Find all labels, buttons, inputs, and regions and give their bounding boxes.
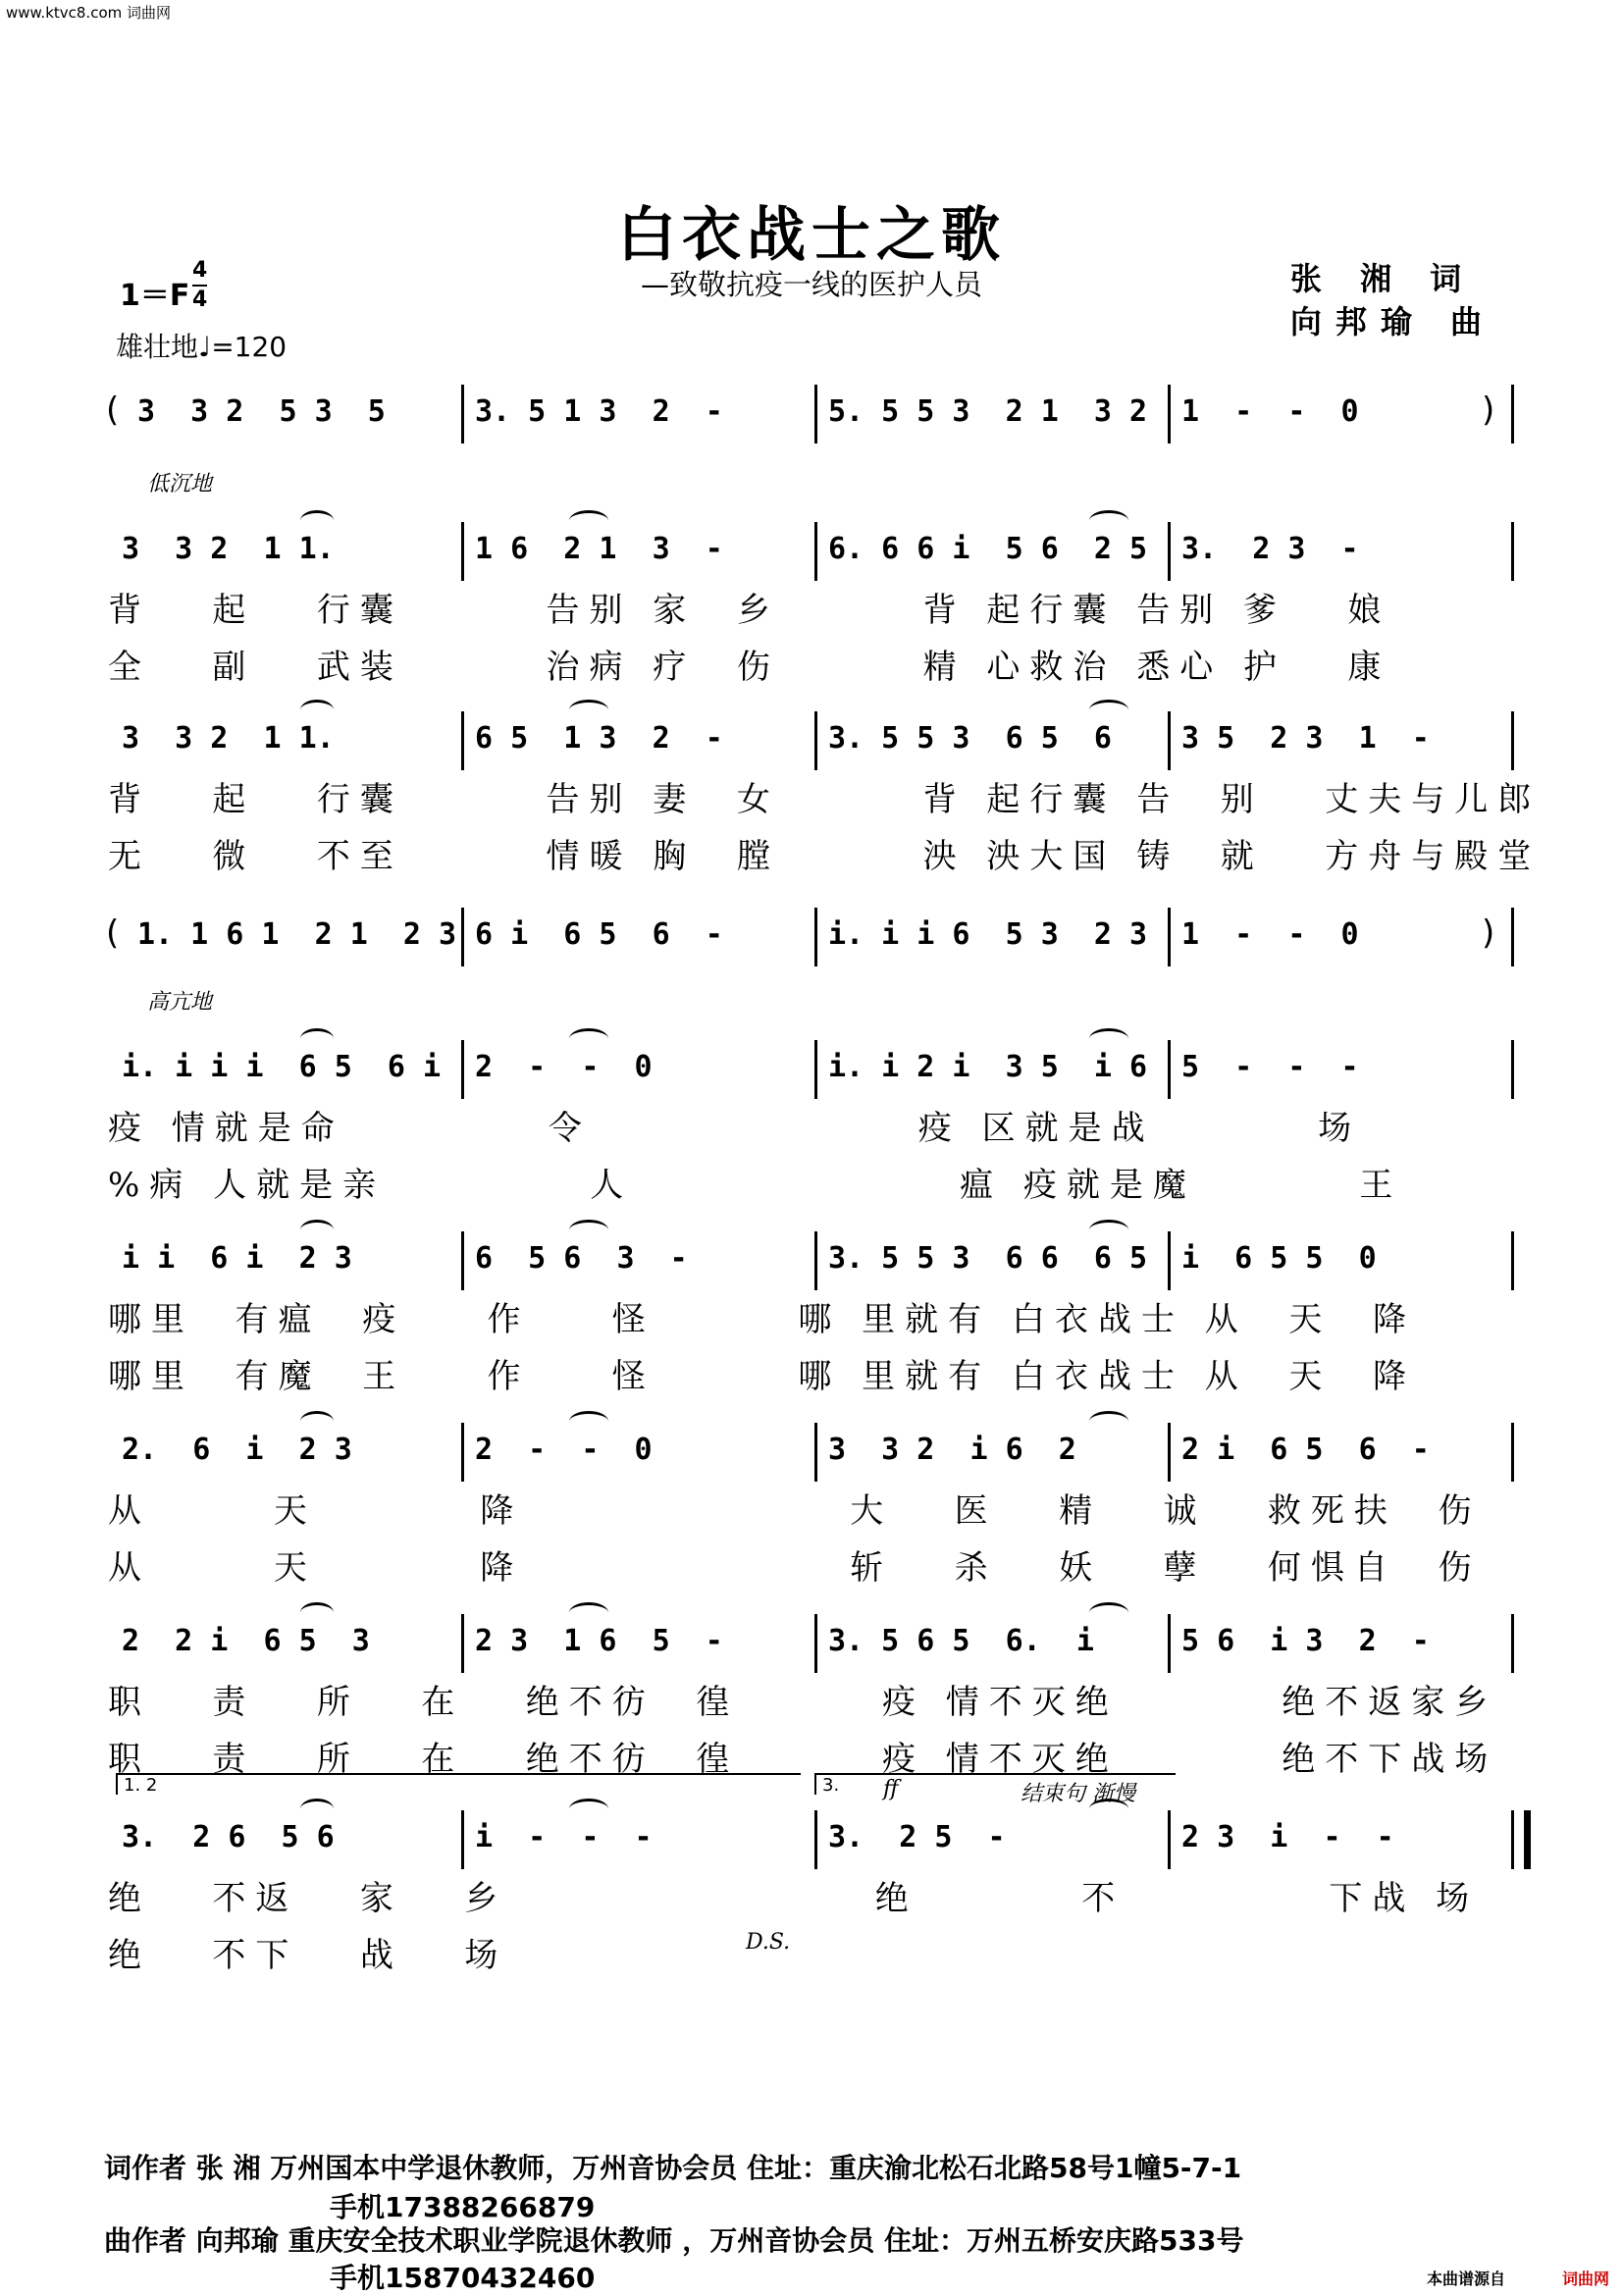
composer: 向邦瑜 曲 <box>1289 303 1495 340</box>
footer-composer-phone: 手机15870432460 <box>330 2262 596 2294</box>
measure-notes: 6 i 6 5 6 - <box>475 917 723 952</box>
barline <box>1168 522 1171 581</box>
measure-notes: 2 - - 0 <box>475 1433 653 1467</box>
barline-end <box>1511 385 1514 444</box>
measure-notes: 3. 5 6 5 6. i <box>828 1624 1094 1658</box>
slur <box>300 1602 334 1623</box>
paren-close: ) <box>1482 913 1495 953</box>
lyric-line: 哪里 有瘟 疫 作 怪 哪 里就有 白衣战士 从 天 降 <box>108 1300 1416 1339</box>
slur <box>300 510 334 531</box>
barline <box>461 908 464 966</box>
footer-lyricist-phone: 手机17388266879 <box>330 2191 596 2223</box>
measure-notes: 1 - - 0 <box>1181 917 1359 952</box>
measure-notes: 2 2 i 6 5 3 <box>122 1624 370 1658</box>
ds-marking: D.S. <box>746 1930 791 1955</box>
slur <box>300 1799 334 1819</box>
barline <box>1168 385 1171 444</box>
lyric-line: 疫 情就是命 令 疫 区就是战 场 <box>108 1109 1362 1148</box>
barline-end <box>1511 908 1514 966</box>
tempo-marking: 雄壮地♩=120 <box>116 331 288 363</box>
slur <box>569 510 608 531</box>
footer-composer-info: 曲作者 向邦瑜 重庆安全技术职业学院退休教师 ，万州音协会员 住址：万州五桥安庆路533号 <box>104 2224 1244 2257</box>
slur <box>1089 1220 1128 1240</box>
measure-notes: 5 - - - <box>1181 1050 1359 1084</box>
slur <box>569 1220 608 1240</box>
measure-notes: 3 3 2 5 3 5 <box>137 394 386 429</box>
barline <box>814 1614 817 1673</box>
barline-end <box>1511 1423 1514 1482</box>
site-header: www.ktvc8.com 词曲网 <box>6 4 172 22</box>
measure-notes: 6 5 1 3 2 - <box>475 721 723 756</box>
measure-notes: i. i i i 6 5 6 i <box>122 1050 442 1084</box>
lyric-line: 职 责 所 在 绝不彷 徨 疫 情不灭绝 绝不返家乡 <box>108 1683 1498 1722</box>
lyric-line: 从 天 降 大 医 精 诚 救死扶 伤 <box>108 1491 1482 1531</box>
slur <box>569 1028 608 1049</box>
measure-notes: 3. 5 1 3 2 - <box>475 394 723 429</box>
volta-bracket: 3. <box>814 1773 1176 1795</box>
barline <box>461 385 464 444</box>
barline <box>461 1231 464 1290</box>
barline <box>814 711 817 770</box>
measure-notes: 2. 6 i 2 3 <box>122 1433 352 1467</box>
measure-notes: 5 6 i 3 2 - <box>1181 1624 1430 1658</box>
page-subtitle: —致敬抗疫一线的医护人员 <box>640 268 982 301</box>
lyricist: 张 湘 词 <box>1289 260 1476 297</box>
barline <box>1168 711 1171 770</box>
measure-notes: 1 6 2 1 3 - <box>475 532 723 566</box>
barline <box>814 385 817 444</box>
slur <box>1089 700 1128 720</box>
barline <box>461 522 464 581</box>
paren-open: ( <box>106 913 120 953</box>
barline <box>1168 1231 1171 1290</box>
measure-notes: i. i i 6 5 3 2 3 <box>828 917 1148 952</box>
measure-notes: i i 6 i 2 3 <box>122 1241 352 1276</box>
measure-notes: 2 i 6 5 6 - <box>1181 1433 1430 1467</box>
measure-notes: 2 3 i - - <box>1181 1820 1394 1854</box>
slur <box>1089 510 1128 531</box>
barline-end <box>1511 1614 1514 1673</box>
time-signature-bottom: 4 <box>192 287 208 312</box>
measure-notes: 1 - - 0 <box>1181 394 1359 429</box>
lyric-line: 背 起 行囊 告别 妻 女 背 起行囊 告 别 丈夫与儿郎 <box>108 780 1542 819</box>
barline <box>461 1810 464 1869</box>
barline <box>814 1040 817 1099</box>
measure-notes: 3 5 2 3 1 - <box>1181 721 1430 756</box>
footer-lyricist-info: 词作者 张 湘 万州国本中学退休教师，万州音协会员 住址：重庆渝北松石北路58号1幢5-7-1 <box>104 2152 1242 2184</box>
measure-notes: 6. 6 6 i 5 6 2 5 <box>828 532 1148 566</box>
measure-notes: 3 3 2 i 6 2 <box>828 1433 1076 1467</box>
page-title: 白衣战士之歌 <box>617 201 1006 270</box>
slur <box>569 1411 608 1432</box>
barline <box>461 711 464 770</box>
barline <box>814 1231 817 1290</box>
measure-notes: 1. 1 6 1 2 1 2 3 <box>137 917 457 952</box>
measure-notes: i - - - <box>475 1820 653 1854</box>
measure-notes: 3. 5 5 3 6 6 6 5 <box>828 1241 1148 1276</box>
measure-notes: 3 3 2 1 1. <box>122 721 335 756</box>
barline <box>1168 1423 1171 1482</box>
slur <box>569 1799 608 1819</box>
slur <box>300 700 334 720</box>
measure-notes: 3 3 2 1 1. <box>122 532 335 566</box>
paren-open: ( <box>106 391 120 430</box>
slur <box>1089 1411 1128 1432</box>
slur <box>1089 1602 1128 1623</box>
measure-notes: 6 5 6 3 - <box>475 1241 688 1276</box>
slur <box>300 1028 334 1049</box>
barline <box>1168 1040 1171 1099</box>
expression-marking: 高亢地 <box>147 990 213 1015</box>
measure-notes: i. i 2 i 3 5 i 6 <box>828 1050 1148 1084</box>
measure-notes: 2 3 1 6 5 - <box>475 1624 723 1658</box>
barline <box>1168 1810 1171 1869</box>
barline-end <box>1511 522 1514 581</box>
measure-notes: 3. 2 3 - <box>1181 532 1359 566</box>
lyric-line: 背 起 行囊 告别 家 乡 背 起行囊 告别 爹 娘 <box>108 591 1391 630</box>
measure-notes: 2 - - 0 <box>475 1050 653 1084</box>
barline-end <box>1511 1040 1514 1099</box>
measure-notes: 3. 2 5 - <box>828 1820 1006 1854</box>
footer-source-text: 本曲谱源自 <box>1426 2270 1505 2288</box>
barline <box>1168 908 1171 966</box>
barline <box>461 1423 464 1482</box>
expression-marking: 低沉地 <box>147 472 213 496</box>
barline <box>814 522 817 581</box>
barline <box>1168 1614 1171 1673</box>
measure-notes: 5. 5 5 3 2 1 3 2 <box>828 394 1148 429</box>
measure-notes: 3. 2 6 5 6 <box>122 1820 335 1854</box>
volta-bracket: 1. 2 <box>116 1773 801 1795</box>
lyric-line: %病 人就是亲 人 瘟 疫就是魔 王 <box>108 1166 1403 1205</box>
barline <box>814 908 817 966</box>
slur <box>1089 1028 1128 1049</box>
time-signature-top: 4 <box>192 257 207 287</box>
lyric-line: 绝 不下 战 场 <box>108 1936 508 1975</box>
time-signature <box>192 257 207 314</box>
barline <box>814 1423 817 1482</box>
measure-notes: 3. 5 5 3 6 5 6 <box>828 721 1112 756</box>
lyric-line: 从 天 降 斩 杀 妖 孽 何惧自 伤 <box>108 1548 1482 1588</box>
credits <box>1290 257 1495 343</box>
slur <box>569 1602 608 1623</box>
barline-end <box>1511 1231 1514 1290</box>
ending-marking: 结束句 渐慢 <box>1021 1782 1135 1806</box>
footer-source-logo: 词曲网 <box>1561 2270 1609 2288</box>
measure-notes: i 6 5 5 0 <box>1181 1241 1377 1276</box>
lyric-line: 职 责 所 在 绝不彷 徨 疫 情不灭绝 绝不下战场 <box>108 1740 1498 1779</box>
dynamic-ff: ff <box>883 1777 899 1801</box>
barline <box>814 1810 817 1869</box>
paren-close: ) <box>1482 391 1495 430</box>
lyric-line: 绝 不返 家 乡 绝 不 下战 场 <box>108 1879 1480 1918</box>
barline-end <box>1511 1810 1514 1869</box>
key-signature: 1＝F <box>120 279 190 313</box>
barline <box>461 1614 464 1673</box>
slur <box>300 1220 334 1240</box>
slur <box>1089 1799 1128 1819</box>
lyric-line: 无 微 不至 情暖 胸 膛 泱 泱大国 铸 就 方舟与殿堂 <box>108 837 1542 876</box>
slur <box>569 700 608 720</box>
barline-end <box>1511 711 1514 770</box>
barline <box>461 1040 464 1099</box>
lyric-line: 全 副 武装 治病 疗 伤 精 心救治 悉心 护 康 <box>108 648 1391 687</box>
slur <box>300 1411 334 1432</box>
lyric-line: 哪里 有魔 王 作 怪 哪 里就有 白衣战士 从 天 降 <box>108 1357 1416 1396</box>
